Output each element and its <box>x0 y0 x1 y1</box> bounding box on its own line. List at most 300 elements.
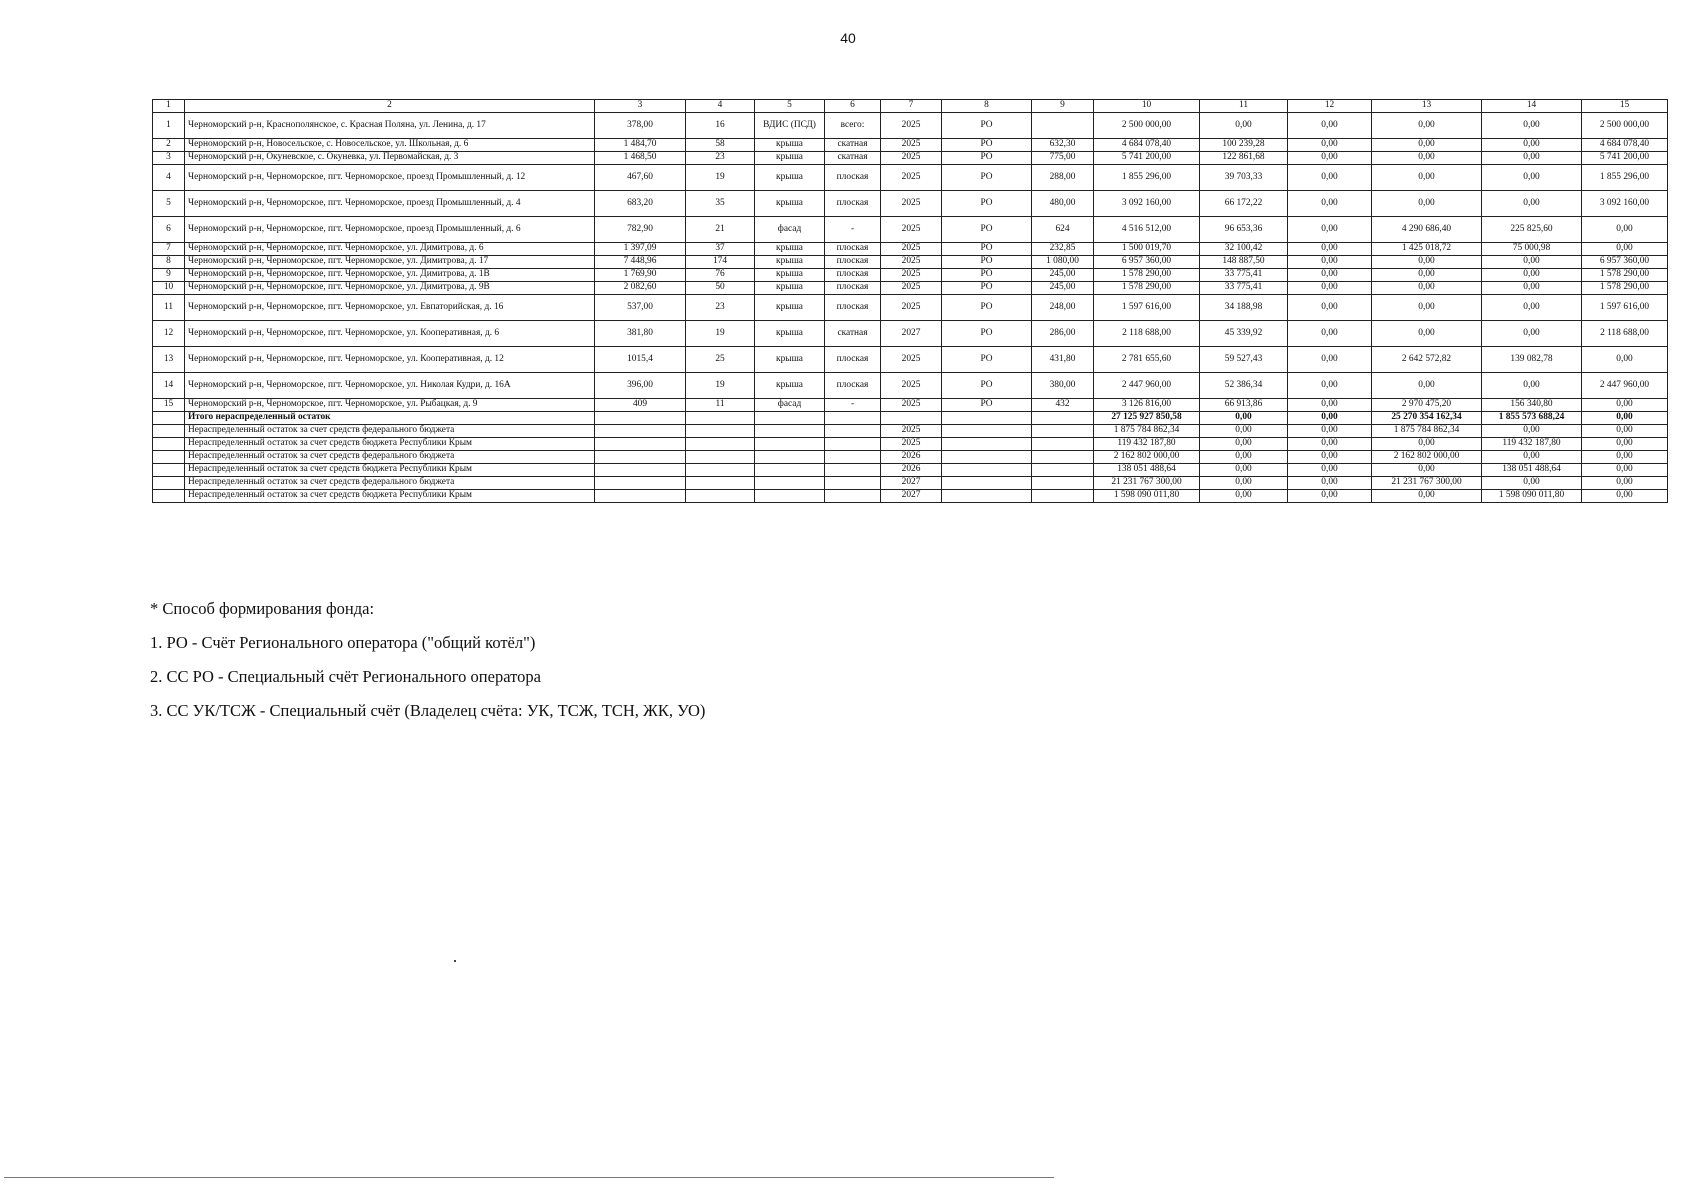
remainder-label: Нераспределенный остаток за счет средств бюджета Республики Крым <box>185 464 595 477</box>
remainder-row <box>153 464 1668 477</box>
row-number-cell: 13 <box>153 347 185 373</box>
table-cell: скатная <box>825 321 881 347</box>
table-cell: 174 <box>686 256 755 269</box>
table-cell <box>153 438 185 451</box>
table-cell: РО <box>942 282 1032 295</box>
table-cell: плоская <box>825 282 881 295</box>
column-header: 4 <box>686 100 755 113</box>
table-cell: 0,00 <box>1288 347 1372 373</box>
table-cell <box>595 464 686 477</box>
remainder-value-cell: 2 162 802 000,00 <box>1094 451 1200 464</box>
table-cell: 467,60 <box>595 165 686 191</box>
table-cell <box>595 438 686 451</box>
table-cell: 683,20 <box>595 191 686 217</box>
note-item-ro: 1. РО - Счёт Регионального оператора ("общий котёл") <box>150 633 536 652</box>
remainder-row <box>153 438 1668 451</box>
address-cell: Черноморский р-н, Черноморское, пгт. Черноморское, ул. Рыбацкая, д. 9 <box>185 399 595 412</box>
bottom-rule <box>4 1177 1054 1178</box>
remainder-value-cell: 0,00 <box>1582 464 1668 477</box>
table-cell <box>595 412 686 425</box>
table-cell: 96 653,36 <box>1200 217 1288 243</box>
remainder-value-cell: 0,00 <box>1372 490 1482 503</box>
address-cell: Черноморский р-н, Черноморское, пгт. Черноморское, ул. Кооперативная, д. 12 <box>185 347 595 373</box>
table-cell: 75 000,98 <box>1482 243 1582 256</box>
table-cell: 6 957 360,00 <box>1582 256 1668 269</box>
table-cell <box>942 477 1032 490</box>
table-cell: РО <box>942 165 1032 191</box>
row-number-cell: 8 <box>153 256 185 269</box>
table-cell <box>755 477 825 490</box>
table-cell: крыша <box>755 295 825 321</box>
row-number-cell: 11 <box>153 295 185 321</box>
address-cell: Черноморский р-н, Черноморское, пгт. Черноморское, ул. Николая Кудри, д. 16А <box>185 373 595 399</box>
table-cell: плоская <box>825 243 881 256</box>
remainder-label: Нераспределенный остаток за счет средств федерального бюджета <box>185 425 595 438</box>
register-table-container <box>152 99 1667 503</box>
table-cell: 0,00 <box>1288 256 1372 269</box>
remainder-value-cell: 0,00 <box>1200 425 1288 438</box>
total-value-cell: 25 270 354 162,34 <box>1372 412 1482 425</box>
table-cell: 2 118 688,00 <box>1094 321 1200 347</box>
table-cell: РО <box>942 256 1032 269</box>
table-cell: 0,00 <box>1482 256 1582 269</box>
table-cell: 1 468,50 <box>595 152 686 165</box>
table-cell: 4 684 078,40 <box>1582 139 1668 152</box>
table-cell: крыша <box>755 191 825 217</box>
column-header: 9 <box>1032 100 1094 113</box>
table-cell: 1 855 296,00 <box>1582 165 1668 191</box>
remainder-value-cell: 0,00 <box>1582 490 1668 503</box>
table-cell: 380,00 <box>1032 373 1094 399</box>
table-cell: 4 516 512,00 <box>1094 217 1200 243</box>
table-cell: 58 <box>686 139 755 152</box>
table-cell: 0,00 <box>1372 152 1482 165</box>
table-cell <box>686 490 755 503</box>
table-cell: - <box>825 399 881 412</box>
table-cell: 2025 <box>881 399 942 412</box>
column-header: 1 <box>153 100 185 113</box>
table-cell <box>1032 438 1094 451</box>
table-cell: 16 <box>686 113 755 139</box>
table-cell: плоская <box>825 256 881 269</box>
table-cell: плоская <box>825 373 881 399</box>
table-cell <box>1032 425 1094 438</box>
table-cell: крыша <box>755 256 825 269</box>
table-cell: 0,00 <box>1482 321 1582 347</box>
table-cell <box>686 451 755 464</box>
table-cell: 3 092 160,00 <box>1094 191 1200 217</box>
remainder-value-cell: 0,00 <box>1582 451 1668 464</box>
table-cell: 225 825,60 <box>1482 217 1582 243</box>
table-cell: 0,00 <box>1288 282 1372 295</box>
total-value-cell: 1 855 573 688,24 <box>1482 412 1582 425</box>
table-row <box>153 152 1668 165</box>
table-row <box>153 282 1668 295</box>
remainder-label: Нераспределенный остаток за счет средств федерального бюджета <box>185 477 595 490</box>
table-cell: 0,00 <box>1288 399 1372 412</box>
table-cell: 1 080,00 <box>1032 256 1094 269</box>
table-cell <box>686 464 755 477</box>
table-cell: РО <box>942 217 1032 243</box>
table-cell: 2025 <box>881 113 942 139</box>
table-cell: 632,30 <box>1032 139 1094 152</box>
row-number-cell: 7 <box>153 243 185 256</box>
table-cell: 23 <box>686 295 755 321</box>
table-cell <box>942 438 1032 451</box>
remainder-value-cell: 0,00 <box>1582 477 1668 490</box>
table-cell: 2 447 960,00 <box>1582 373 1668 399</box>
remainder-value-cell: 138 051 488,64 <box>1482 464 1582 477</box>
table-cell: 0,00 <box>1288 269 1372 282</box>
table-cell: 0,00 <box>1582 347 1668 373</box>
address-cell: Черноморский р-н, Черноморское, пгт. Черноморское, ул. Димитрова, д. 1В <box>185 269 595 282</box>
table-cell: 2025 <box>881 295 942 321</box>
table-cell: 232,85 <box>1032 243 1094 256</box>
year-cell: 2025 <box>881 438 942 451</box>
table-cell: 0,00 <box>1288 243 1372 256</box>
table-cell: РО <box>942 243 1032 256</box>
table-cell: РО <box>942 139 1032 152</box>
table-cell <box>755 464 825 477</box>
table-cell: 2 642 572,82 <box>1372 347 1482 373</box>
table-cell <box>595 477 686 490</box>
table-cell: скатная <box>825 152 881 165</box>
remainder-value-cell: 0,00 <box>1200 464 1288 477</box>
table-cell: 1 578 290,00 <box>1094 269 1200 282</box>
total-value-cell: 27 125 927 850,58 <box>1094 412 1200 425</box>
table-cell: 286,00 <box>1032 321 1094 347</box>
table-cell <box>755 451 825 464</box>
table-cell: крыша <box>755 321 825 347</box>
table-cell <box>153 477 185 490</box>
remainder-value-cell: 0,00 <box>1288 425 1372 438</box>
table-cell: 66 913,86 <box>1200 399 1288 412</box>
column-header: 10 <box>1094 100 1200 113</box>
table-cell: плоская <box>825 269 881 282</box>
table-cell: 2025 <box>881 256 942 269</box>
total-row <box>153 412 1668 425</box>
table-cell <box>1032 451 1094 464</box>
table-cell: 122 861,68 <box>1200 152 1288 165</box>
remainder-value-cell: 0,00 <box>1288 438 1372 451</box>
table-cell: 782,90 <box>595 217 686 243</box>
table-cell: 2 118 688,00 <box>1582 321 1668 347</box>
remainder-value-cell: 0,00 <box>1200 490 1288 503</box>
table-cell: крыша <box>755 282 825 295</box>
table-cell: 52 386,34 <box>1200 373 1288 399</box>
table-cell: 2 447 960,00 <box>1094 373 1200 399</box>
table-cell: 2 970 475,20 <box>1372 399 1482 412</box>
table-cell: 245,00 <box>1032 269 1094 282</box>
address-cell: Черноморский р-н, Черноморское, пгт. Черноморское, проезд Промышленный, д. 6 <box>185 217 595 243</box>
table-cell: 0,00 <box>1372 113 1482 139</box>
table-cell: 2025 <box>881 191 942 217</box>
table-cell <box>1032 477 1094 490</box>
table-cell: фасад <box>755 399 825 412</box>
table-cell: 50 <box>686 282 755 295</box>
table-cell: крыша <box>755 139 825 152</box>
table-cell <box>686 425 755 438</box>
table-cell: крыша <box>755 152 825 165</box>
table-cell: РО <box>942 152 1032 165</box>
table-cell <box>595 425 686 438</box>
table-cell: 11 <box>686 399 755 412</box>
column-header: 12 <box>1288 100 1372 113</box>
table-cell: 5 741 200,00 <box>1094 152 1200 165</box>
table-cell: 0,00 <box>1372 269 1482 282</box>
row-number-cell: 9 <box>153 269 185 282</box>
table-cell: 4 684 078,40 <box>1094 139 1200 152</box>
table-cell: 1 425 018,72 <box>1372 243 1482 256</box>
table-cell <box>1032 490 1094 503</box>
table-cell: 3 092 160,00 <box>1582 191 1668 217</box>
table-cell: РО <box>942 373 1032 399</box>
row-number-cell: 10 <box>153 282 185 295</box>
address-cell: Черноморский р-н, Окуневское, с. Окуневка, ул. Первомайская, д. 3 <box>185 152 595 165</box>
stray-dot-mark <box>454 960 456 962</box>
table-cell: 537,00 <box>595 295 686 321</box>
table-cell: 1 397,09 <box>595 243 686 256</box>
table-cell: 378,00 <box>595 113 686 139</box>
table-cell <box>755 425 825 438</box>
table-row <box>153 243 1668 256</box>
column-header: 11 <box>1200 100 1288 113</box>
remainder-row <box>153 425 1668 438</box>
row-number-cell: 4 <box>153 165 185 191</box>
table-cell: 0,00 <box>1482 139 1582 152</box>
table-cell: 0,00 <box>1482 113 1582 139</box>
table-cell: 32 100,42 <box>1200 243 1288 256</box>
table-cell: плоская <box>825 165 881 191</box>
table-row <box>153 347 1668 373</box>
table-cell: 0,00 <box>1482 165 1582 191</box>
table-cell: плоская <box>825 347 881 373</box>
row-number-cell: 14 <box>153 373 185 399</box>
remainder-value-cell: 0,00 <box>1582 438 1668 451</box>
table-cell: 248,00 <box>1032 295 1094 321</box>
table-cell: 0,00 <box>1372 165 1482 191</box>
table-cell: 66 172,22 <box>1200 191 1288 217</box>
table-cell: крыша <box>755 165 825 191</box>
year-cell: 2027 <box>881 490 942 503</box>
remainder-row <box>153 451 1668 464</box>
table-cell: 775,00 <box>1032 152 1094 165</box>
remainder-value-cell: 0,00 <box>1288 451 1372 464</box>
table-cell: 0,00 <box>1372 321 1482 347</box>
table-cell: 1 578 290,00 <box>1582 282 1668 295</box>
table-row <box>153 191 1668 217</box>
table-cell: 21 <box>686 217 755 243</box>
address-cell: Черноморский р-н, Черноморское, пгт. Черноморское, ул. Димитрова, д. 6 <box>185 243 595 256</box>
column-header: 5 <box>755 100 825 113</box>
table-cell <box>153 490 185 503</box>
table-cell: 0,00 <box>1582 243 1668 256</box>
table-cell: 1 500 019,70 <box>1094 243 1200 256</box>
table-cell: 0,00 <box>1372 295 1482 321</box>
table-cell: 33 775,41 <box>1200 282 1288 295</box>
table-cell: крыша <box>755 347 825 373</box>
table-cell: 2 082,60 <box>595 282 686 295</box>
table-cell: 0,00 <box>1200 113 1288 139</box>
table-cell: 0,00 <box>1482 373 1582 399</box>
table-cell: 0,00 <box>1482 282 1582 295</box>
table-cell <box>686 438 755 451</box>
column-header: 2 <box>185 100 595 113</box>
table-cell: 0,00 <box>1288 191 1372 217</box>
table-cell <box>153 464 185 477</box>
column-header: 15 <box>1582 100 1668 113</box>
table-cell: 5 741 200,00 <box>1582 152 1668 165</box>
table-cell: 1 578 290,00 <box>1094 282 1200 295</box>
table-cell: 2027 <box>881 321 942 347</box>
table-cell: 1 484,70 <box>595 139 686 152</box>
table-cell: РО <box>942 321 1032 347</box>
remainder-value-cell: 1 875 784 862,34 <box>1372 425 1482 438</box>
table-cell: 1 597 616,00 <box>1094 295 1200 321</box>
notes-title: * Способ формирования фонда: <box>150 599 375 618</box>
year-cell: 2025 <box>881 425 942 438</box>
remainder-value-cell: 0,00 <box>1288 464 1372 477</box>
table-cell: всего: <box>825 113 881 139</box>
table-cell: 148 887,50 <box>1200 256 1288 269</box>
remainder-value-cell: 1 598 090 011,80 <box>1482 490 1582 503</box>
column-header: 8 <box>942 100 1032 113</box>
table-cell: 2025 <box>881 347 942 373</box>
table-cell: 59 527,43 <box>1200 347 1288 373</box>
table-cell <box>595 490 686 503</box>
address-cell: Черноморский р-н, Черноморское, пгт. Черноморское, проезд Промышленный, д. 12 <box>185 165 595 191</box>
remainder-value-cell: 119 432 187,80 <box>1482 438 1582 451</box>
table-cell: фасад <box>755 217 825 243</box>
table-cell: 0,00 <box>1288 139 1372 152</box>
table-cell: 0,00 <box>1288 113 1372 139</box>
table-cell: РО <box>942 347 1032 373</box>
table-cell: 245,00 <box>1032 282 1094 295</box>
table-cell <box>825 477 881 490</box>
address-cell: Черноморский р-н, Черноморское, пгт. Черноморское, ул. Димитрова, д. 17 <box>185 256 595 269</box>
table-cell: 37 <box>686 243 755 256</box>
register-table-body <box>153 100 1668 503</box>
remainder-value-cell: 0,00 <box>1372 438 1482 451</box>
remainder-value-cell: 0,00 <box>1200 451 1288 464</box>
table-cell: РО <box>942 295 1032 321</box>
table-cell: ВДИС (ПСД) <box>755 113 825 139</box>
remainder-value-cell: 0,00 <box>1582 425 1668 438</box>
table-row <box>153 373 1668 399</box>
table-cell: 2 781 655,60 <box>1094 347 1200 373</box>
table-cell <box>825 425 881 438</box>
table-cell: 7 448,96 <box>595 256 686 269</box>
remainder-label: Нераспределенный остаток за счет средств бюджета Республики Крым <box>185 490 595 503</box>
table-row <box>153 139 1668 152</box>
table-row <box>153 321 1668 347</box>
column-header: 3 <box>595 100 686 113</box>
year-cell: 2026 <box>881 451 942 464</box>
table-cell: 0,00 <box>1372 139 1482 152</box>
table-cell: скатная <box>825 139 881 152</box>
table-cell <box>942 451 1032 464</box>
table-cell <box>686 477 755 490</box>
table-cell <box>881 412 942 425</box>
remainder-value-cell: 0,00 <box>1288 490 1372 503</box>
table-cell <box>825 490 881 503</box>
total-value-cell: 0,00 <box>1288 412 1372 425</box>
table-cell <box>153 425 185 438</box>
remainder-value-cell: 1 598 090 011,80 <box>1094 490 1200 503</box>
remainder-value-cell: 0,00 <box>1288 477 1372 490</box>
remainder-label: Нераспределенный остаток за счет средств бюджета Республики Крым <box>185 438 595 451</box>
year-cell: 2026 <box>881 464 942 477</box>
table-cell: крыша <box>755 373 825 399</box>
table-cell: РО <box>942 191 1032 217</box>
table-cell: 0,00 <box>1372 373 1482 399</box>
table-row <box>153 113 1668 139</box>
table-cell: 432 <box>1032 399 1094 412</box>
column-header: 13 <box>1372 100 1482 113</box>
table-cell: 2025 <box>881 282 942 295</box>
remainder-value-cell: 0,00 <box>1482 477 1582 490</box>
table-cell <box>1032 113 1094 139</box>
table-cell: 2025 <box>881 243 942 256</box>
remainder-row <box>153 477 1668 490</box>
table-cell: 35 <box>686 191 755 217</box>
table-cell: - <box>825 217 881 243</box>
table-row <box>153 295 1668 321</box>
address-cell: Черноморский р-н, Краснополянское, с. Красная Поляна, ул. Ленина, д. 17 <box>185 113 595 139</box>
table-cell: 33 775,41 <box>1200 269 1288 282</box>
table-cell <box>1032 464 1094 477</box>
table-cell: 19 <box>686 165 755 191</box>
table-cell: 1 769,90 <box>595 269 686 282</box>
table-cell: 6 957 360,00 <box>1094 256 1200 269</box>
table-cell: 19 <box>686 373 755 399</box>
year-cell: 2027 <box>881 477 942 490</box>
table-row <box>153 165 1668 191</box>
total-value-cell: 0,00 <box>1200 412 1288 425</box>
table-cell: 431,80 <box>1032 347 1094 373</box>
register-table <box>152 99 1668 503</box>
table-cell: 1 597 616,00 <box>1582 295 1668 321</box>
row-number-cell: 6 <box>153 217 185 243</box>
note-item-ss-ro: 2. СС РО - Специальный счёт Регионального оператора <box>150 667 541 686</box>
table-cell: 480,00 <box>1032 191 1094 217</box>
table-row <box>153 399 1668 412</box>
fund-formation-notes <box>150 592 705 728</box>
page-number: 40 <box>840 30 856 46</box>
remainder-value-cell: 138 051 488,64 <box>1094 464 1200 477</box>
table-cell: 2025 <box>881 139 942 152</box>
remainder-value-cell: 1 875 784 862,34 <box>1094 425 1200 438</box>
remainder-value-cell: 0,00 <box>1200 477 1288 490</box>
table-cell: 1 578 290,00 <box>1582 269 1668 282</box>
remainder-row <box>153 490 1668 503</box>
column-header: 6 <box>825 100 881 113</box>
row-number-cell: 2 <box>153 139 185 152</box>
table-cell <box>1032 412 1094 425</box>
table-cell <box>153 412 185 425</box>
table-cell: РО <box>942 113 1032 139</box>
table-cell: 0,00 <box>1288 373 1372 399</box>
remainder-value-cell: 0,00 <box>1482 425 1582 438</box>
table-cell: плоская <box>825 191 881 217</box>
table-cell <box>755 412 825 425</box>
table-cell: 2 500 000,00 <box>1094 113 1200 139</box>
remainder-value-cell: 119 432 187,80 <box>1094 438 1200 451</box>
table-cell: 1015,4 <box>595 347 686 373</box>
table-cell <box>942 464 1032 477</box>
table-cell: 2025 <box>881 152 942 165</box>
table-cell: 624 <box>1032 217 1094 243</box>
